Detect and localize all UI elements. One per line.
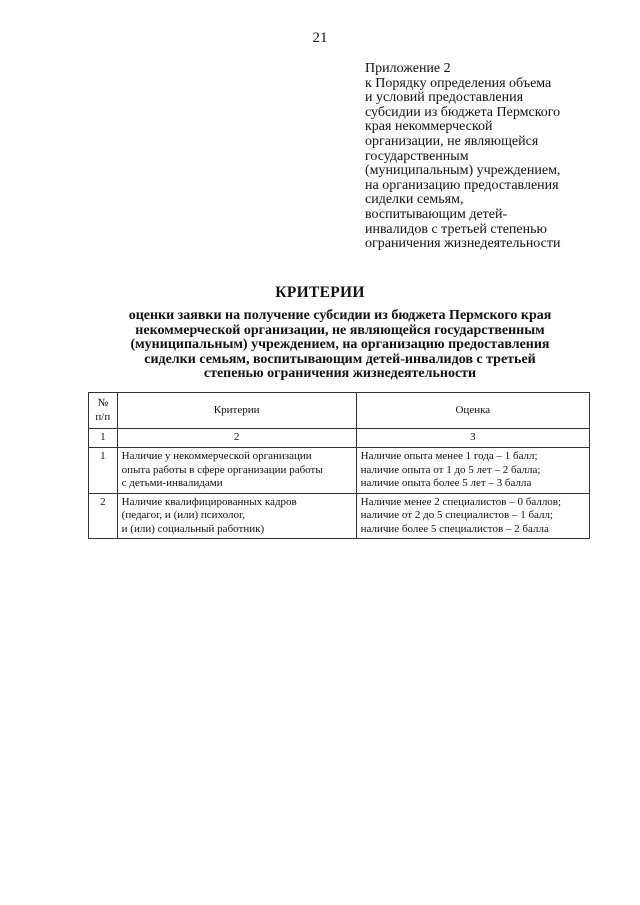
criteria-line: с детьми-инвалидами (121, 477, 223, 489)
evaluation-line: наличие опыта более 5 лет – 3 балла (360, 477, 532, 489)
appendix-note (365, 62, 625, 252)
document-subtitle (60, 309, 620, 382)
table-index-row (89, 429, 590, 448)
header-number-sign: № (97, 397, 109, 409)
appendix-line: ограничения жизнедеятельности (365, 236, 561, 252)
subtitle-line: некоммерческой организации, не являющейся государственным (135, 322, 545, 338)
header-number (89, 393, 118, 429)
subtitle-line: (муниципальным) учреждением, на организацию предоставления (130, 337, 550, 353)
header-number-abbr: п/п (95, 410, 111, 423)
table-row (89, 493, 590, 539)
subtitle-line: степенью ограничения жизнедеятельности (203, 366, 477, 382)
evaluation-line: Наличие опыта менее 1 года – 1 балл; (360, 450, 538, 462)
header-criteria: Критерии (117, 393, 356, 429)
evaluation-line: наличие более 5 специалистов – 2 балла (360, 522, 549, 535)
appendix-line: к Порядку определения объема (365, 75, 552, 91)
page-number: 21 (312, 30, 328, 46)
criteria-table (88, 392, 590, 539)
evaluation-line: Наличие менее 2 специалистов – 0 баллов; (360, 495, 562, 508)
row-number: 2 (89, 493, 118, 539)
evaluation-cell (356, 493, 589, 539)
criteria-cell (117, 493, 356, 539)
index-cell: 2 (117, 429, 356, 448)
document-title: КРИТЕРИИ (275, 284, 365, 301)
appendix-line: и условий предоставления (365, 90, 524, 106)
header-evaluation: Оценка (356, 393, 589, 429)
appendix-line: инвалидов с третьей степенью (365, 221, 547, 237)
table-header-row (89, 393, 590, 429)
index-cell: 1 (89, 429, 118, 448)
table-row (89, 448, 590, 494)
evaluation-line: наличие от 2 до 5 специалистов – 1 балл; (360, 509, 554, 521)
evaluation-line: наличие опыта от 1 до 5 лет – 2 балла; (360, 463, 541, 476)
index-cell: 3 (356, 429, 589, 448)
criteria-line: (педагог, и (или) психолог, (121, 509, 246, 521)
appendix-line: Приложение 2 (365, 61, 451, 76)
appendix-line: государственным (365, 148, 469, 164)
appendix-line: сиделки семьям, (365, 192, 464, 208)
appendix-line: организации, не являющейся (365, 133, 539, 149)
row-number: 1 (89, 448, 118, 494)
appendix-line: субсидии из бюджета Пермского (365, 104, 561, 120)
criteria-line: и (или) социальный работник) (121, 522, 265, 535)
appendix-line: воспитывающим детей- (365, 206, 508, 222)
criteria-cell (117, 448, 356, 494)
evaluation-cell (356, 448, 589, 494)
criteria-line: Наличие у некоммерческой организации (121, 450, 312, 462)
appendix-line: (муниципальным) учреждением, (365, 163, 561, 179)
appendix-line: на организацию предоставления (365, 177, 559, 193)
criteria-line: опыта работы в сфере организации работы (121, 463, 323, 476)
appendix-line: края некоммерческой (365, 119, 493, 135)
criteria-line: Наличие квалифицированных кадров (121, 495, 297, 508)
subtitle-line: сиделки семьям, воспитывающим детей-инвалидов с третьей (144, 351, 536, 367)
subtitle-line: оценки заявки на получение субсидии из бюджета Пермского края (128, 308, 552, 323)
